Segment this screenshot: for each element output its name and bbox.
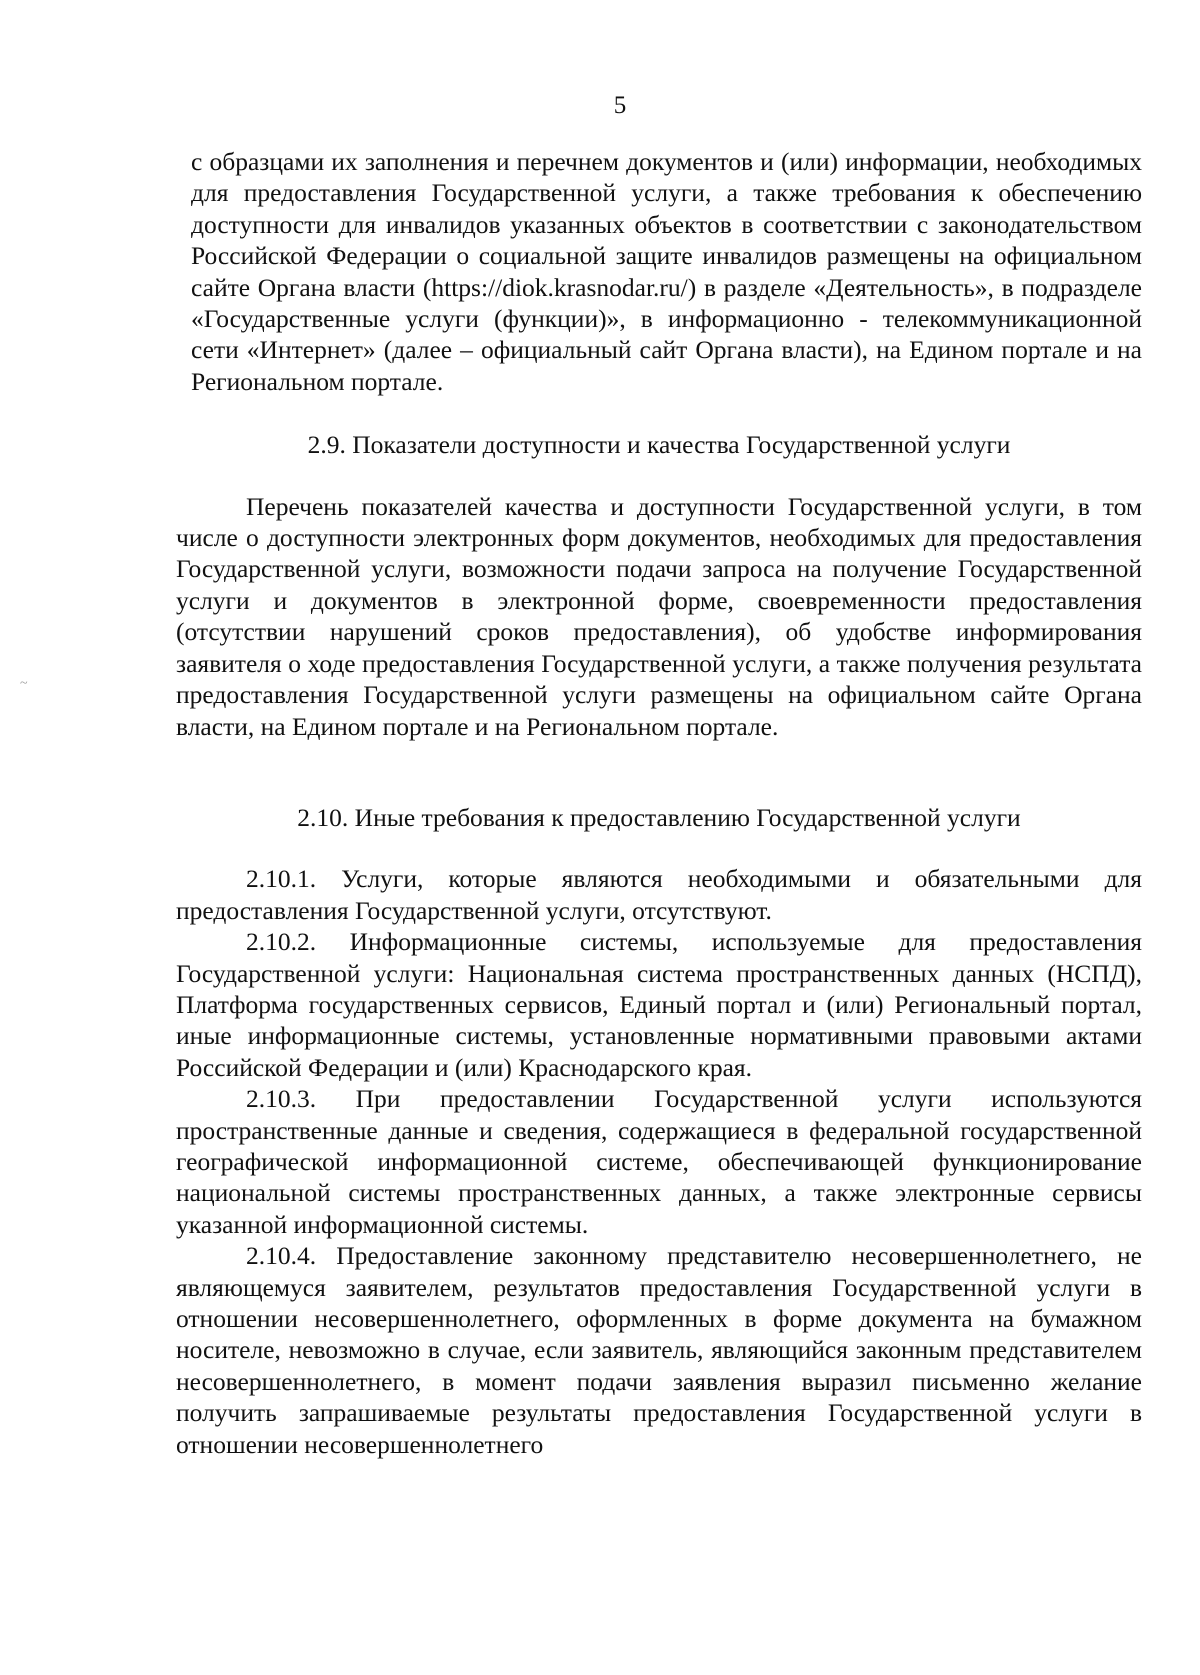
section-2-9-paragraph: Перечень показателей качества и доступности Государственной услуги, в том числе о доступности электронных форм документов, необходимых для предоставления Государственной услуги, возможности подачи запроса на получение Государственной услуги и документов в электронной форме, своевременности предоставления (отсутствии нарушений сроков предоставления), об удобстве информирования заявителя о ходе предоставления Государственной услуги, а также получения результата предоставления Государственной услуги размещены на официальном сайте Органа власти, на Едином портале и на Региональном портале. (176, 491, 1142, 741)
item-2-10-3: 2.10.3. При предоставлении Государственной услуги используются пространственные данные и сведения, содержащиеся в федеральной государственной географической информационной системе, обеспечивающей функционирование национальной системы пространственных данных, а также электронные сервисы указанной информационной системы. (176, 1084, 1142, 1239)
intro-paragraph: с образцами их заполнения и перечнем документов и (или) информации, необходимых для предоставления Государственной услуги, а также требования к обеспечению доступности для инвалидов указанных объектов в соответствии с законодательством Российской Федерации о социальной защите инвалидов размещены на официальном сайте Органа власти (https://diok.krasnodar.ru/) в разделе «Деятельность», в подразделе «Государственные услуги (функции)», в информационно - телекоммуникационной сети «Интернет» (далее – официальный сайт Органа власти), на Едином портале и на Региональном портале. (191, 147, 1142, 396)
section-2-9-heading: 2.9. Показатели доступности и качества Государственной услуги (307, 430, 1011, 460)
scan-speck: ~ (20, 676, 28, 691)
item-2-10-4: 2.10.4. Предоставление законному представителю несовершеннолетнего, не являющемуся заявителем, результатов предоставления Государственной услуги в отношении несовершеннолетнего, оформленных в форме документа на бумажном носителе, невозможно в случае, если заявитель, являющийся законным представителем несовершеннолетнего, в момент подачи заявления выразил письменно желание получить запрашиваемые результаты предоставления Государственной услуги в отношении несовершеннолетнего (176, 1241, 1142, 1459)
page-number: 5 (613, 92, 627, 119)
section-2-10-heading: 2.10. Иные требования к предоставлению Государственной услуги (297, 802, 1021, 832)
item-2-10-1: 2.10.1. Услуги, которые являются необходимыми и обязательными для предоставления Государственной услуги, отсутствуют. (176, 864, 1142, 925)
item-2-10-2: 2.10.2. Информационные системы, используемые для предоставления Государственной услуги: Национальная система пространственных данных (НСПД), Платформа государственных сервисов, Единый портал и (или) Региональный портал, иные информационные системы, установленные нормативными правовыми актами Российской Федерации и (или) Краснодарского края. (176, 927, 1142, 1082)
document-body (176, 146, 1142, 1460)
